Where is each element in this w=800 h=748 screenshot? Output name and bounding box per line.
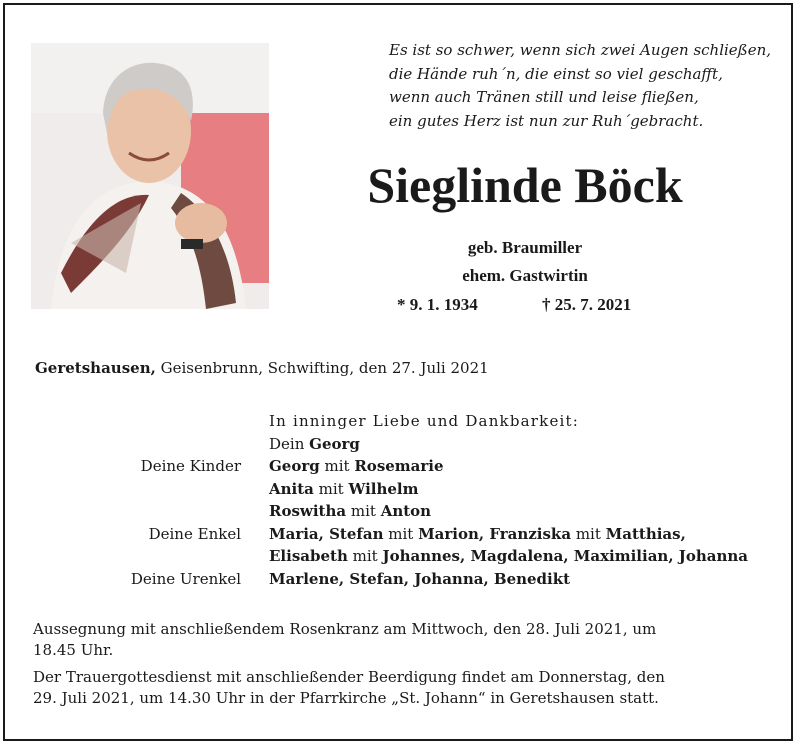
place-rest: Geisenbrunn, Schwifting, den 27. Juli 2021 [155,359,489,377]
list-item: Deine Kinder Georg mit Rosemarie [31,455,791,478]
birth-name: geb. Braumiller [467,238,583,257]
portrait-illustration [31,43,269,309]
poem-line: ein gutes Herz ist nun zur Ruh´gebracht. [389,111,704,130]
place-and-date [35,359,489,377]
deceased-name: Sieglinde Böck [367,157,683,213]
list-item: Elisabeth mit Johannes, Magdalena, Maximilian, Johanna [269,547,749,565]
blessing-info: Aussegnung mit anschließendem Rosenkranz am Mittwoch, den 28. Juli 2021, um 18.45 Uhr. [33,620,657,659]
child-name: Georg [269,457,320,475]
great-grandchildren-names: Marlene, Stefan, Johanna, Benedikt [269,569,571,588]
list-item [31,568,791,591]
list-item: Roswitha mit Anton [269,502,432,520]
intro-line: In inninger Liebe und Dankbarkeit: [269,412,580,430]
poem [389,39,789,133]
portrait-photo [31,43,269,309]
death-date: † 25. 7. 2021 [542,295,632,314]
list-item [31,433,791,456]
list-item [31,410,791,433]
poem-line: die Hände ruh´n, die einst so viel geschafft, [389,64,723,83]
occupation: ehem. Gastwirtin [462,266,588,285]
dein-prefix: Dein [269,434,310,453]
poem-line: wenn auch Tränen still und leise fließen, [389,88,699,106]
place-main: Geretshausen, [35,359,156,377]
spouse-name: Georg [309,434,360,453]
funeral-info: Der Trauergottesdienst mit anschließender Beerdigung findet am Donnerstag, den 29. Juli 2021, um 14.30 Uhr in der Pfarrkirche „St. Johann“ in Geretshausen statt. [33,668,665,707]
partner-name: Wilhelm [348,479,419,498]
list-item: Deine Enkel Maria, Stefan mit Marion, Franziska mit Matthias, [31,523,791,546]
children-label: Deine Kinder [140,457,241,475]
birth-date: * 9. 1. 1934 [397,295,478,314]
child-name: Anita [269,479,314,498]
mourners-list [31,410,791,590]
partner-name: Rosemarie [354,457,444,475]
obituary-notice [3,3,793,741]
great-grandchildren-label: Deine Urenkel [130,569,241,588]
partner-name: Anton [380,502,432,520]
poem-line: Es ist so schwer, wenn sich zwei Augen schließen, [389,41,772,59]
child-name: Roswitha [269,502,347,520]
grandchildren-label: Deine Enkel [148,524,241,543]
list-item: Anita mit Wilhelm [269,479,419,498]
